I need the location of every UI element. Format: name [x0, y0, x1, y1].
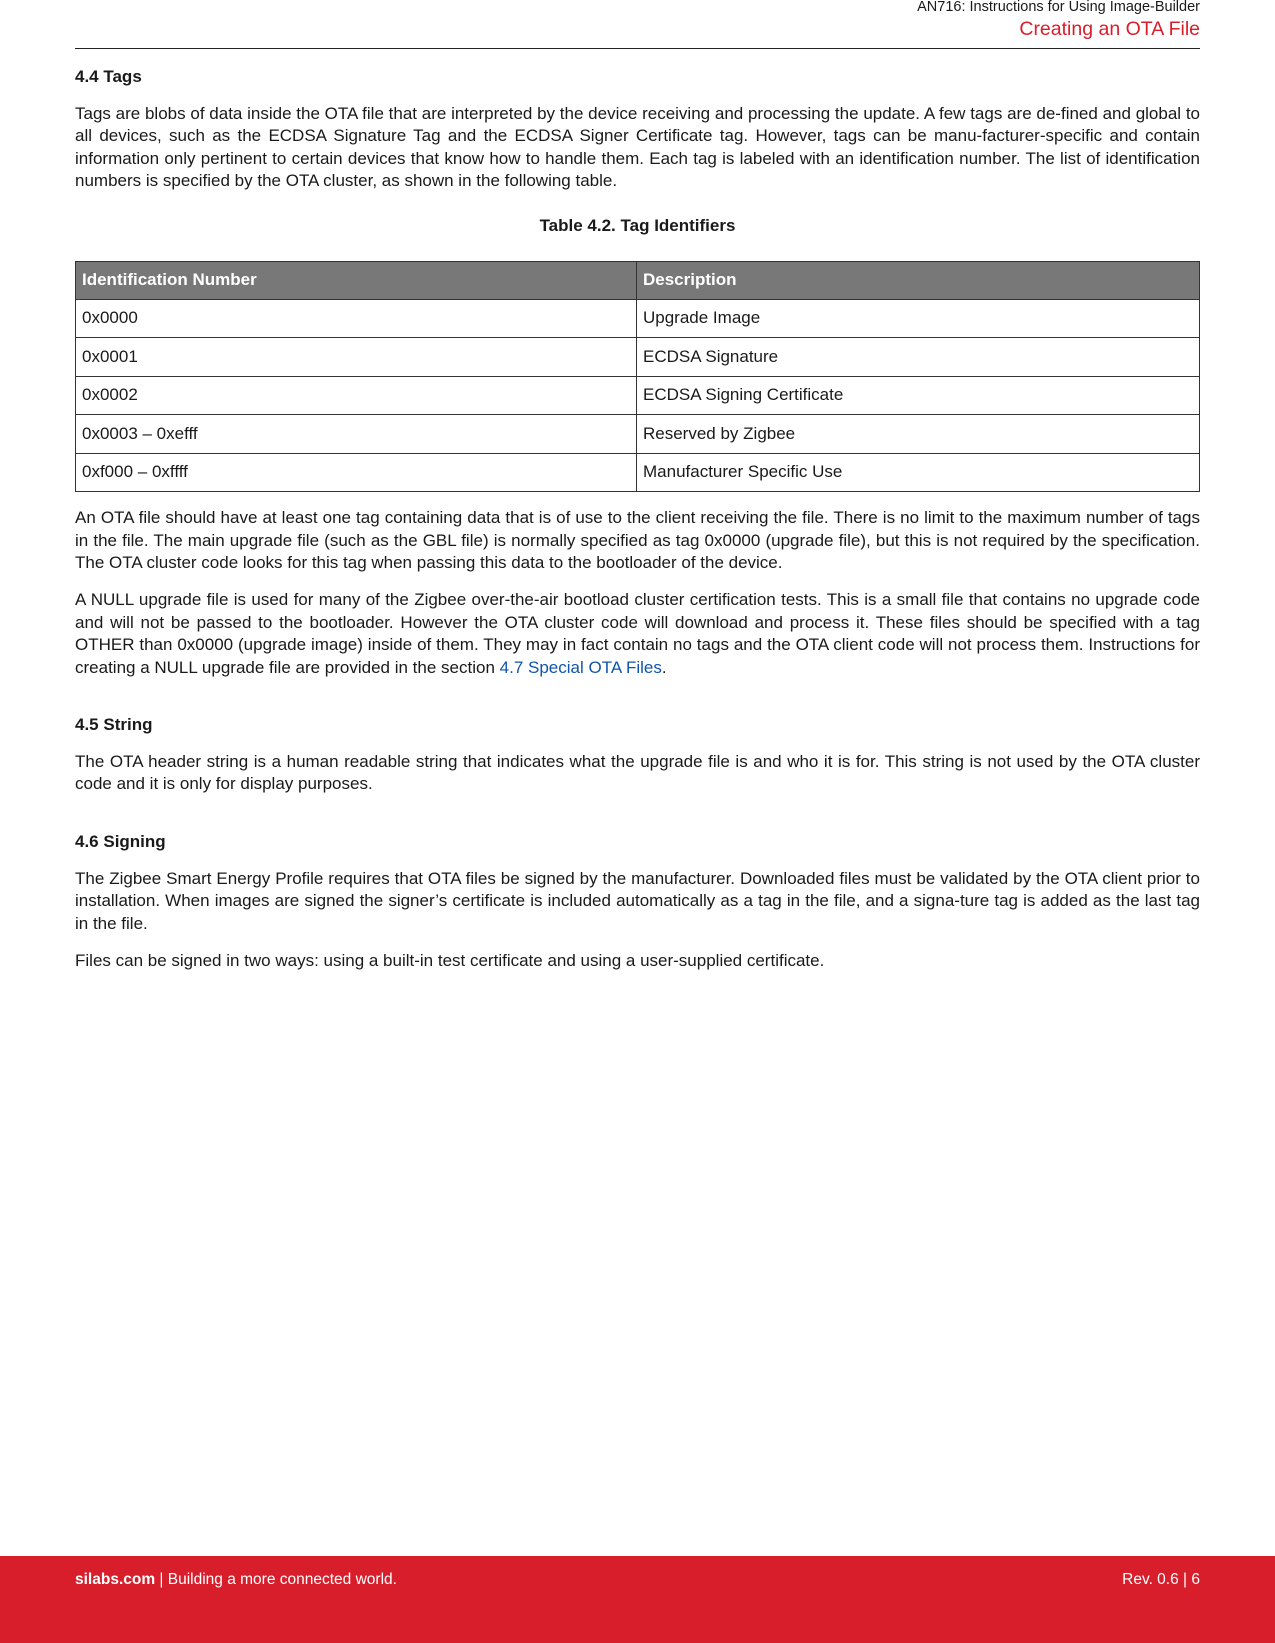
- tags-intro-paragraph: Tags are blobs of data inside the OTA file that are interpreted by the device receiving and processing the update. A few tags are de-fined and global to all devices, such as the ECDSA Signature Tag and the ECDSA Signer Certificate tag. However, tags can be manu-facturer-specific and contain information only pertinent to certain devices that know how to handle them. Each tag is labeled with an identification number. The list of identification numbers is specified by the OTA cluster, as shown in the following table.: [75, 104, 1200, 191]
- cell-description: Manufacturer Specific Use: [637, 453, 1200, 492]
- table-row: [76, 299, 1200, 338]
- header-description: Description: [637, 261, 1200, 299]
- cell-id: 0x0000: [76, 299, 637, 338]
- header-rule: [75, 48, 1200, 49]
- cell-id: 0x0003 – 0xefff: [76, 415, 637, 454]
- section-title: Creating an OTA File: [1019, 18, 1200, 40]
- cell-id: 0xf000 – 0xffff: [76, 453, 637, 492]
- page-content: [75, 66, 1200, 972]
- page-header: [917, 0, 1200, 42]
- signing-paragraph-2: Files can be signed in two ways: using a built-in test certificate and using a user-supplied certificate.: [75, 951, 825, 970]
- cell-description: Reserved by Zigbee: [637, 415, 1200, 454]
- tags-paragraph-2: An OTA file should have at least one tag containing data that is of use to the client receiving the file. There is no limit to the maximum number of tags in the file. The main upgrade file (such as the GBL file) is normally specified as tag 0x0000 (upgrade file), but this is not required by the specification. The OTA cluster code looks for this tag when passing this data to the bootloader of the device.: [75, 508, 1200, 572]
- cell-description: ECDSA Signature: [637, 338, 1200, 377]
- paragraph-text-end: .: [661, 657, 667, 677]
- table-caption: Table 4.2. Tag Identifiers: [539, 215, 736, 235]
- tag-identifiers-table: [75, 261, 1200, 493]
- page-footer: [0, 1556, 1275, 1643]
- footer-site-link[interactable]: silabs.com: [75, 1571, 156, 1588]
- string-paragraph: The OTA header string is a human readable string that indicates what the upgrade file is and who it is for. This string is not used by the OTA cluster code and it is only for display purposes.: [75, 751, 1200, 794]
- cell-description: Upgrade Image: [637, 299, 1200, 338]
- document-title: AN716: Instructions for Using Image-Builder: [917, 0, 1200, 15]
- footer-left: [75, 1571, 397, 1589]
- cell-description: ECDSA Signing Certificate: [637, 376, 1200, 415]
- table-header-row: [76, 261, 1200, 299]
- table-row: [76, 453, 1200, 492]
- cell-id: 0x0002: [76, 376, 637, 415]
- special-ota-files-link[interactable]: 4.7 Special OTA Files: [499, 657, 662, 677]
- cell-id: 0x0001: [76, 338, 637, 377]
- table-row: [76, 415, 1200, 454]
- heading-string: 4.5 String: [75, 714, 153, 734]
- footer-revision: Rev. 0.6 | 6: [1122, 1571, 1200, 1588]
- tags-paragraph-3: [75, 589, 1200, 679]
- paragraph-text: A NULL upgrade file is used for many of the Zigbee over-the-air bootload cluster certification tests. This is a small file that contains no upgrade code and will not be passed to the bootloader. However the OTA cluster code will download and process it. These files should be specified with a tag OTHER than 0x0000 (upgrade image) inside of them. They may in fact contain no tags and the OTA client code will not process them. Instructions for creating a NULL upgrade file are provided in the section: [75, 590, 1200, 677]
- heading-tags: 4.4 Tags: [75, 67, 142, 86]
- signing-paragraph-1: The Zigbee Smart Energy Profile requires that OTA files be signed by the manufacturer. Downloaded files must be validated by the OTA client prior to installation. When images are signed the signer’s certificate is included automatically as a tag in the file, and a signa-ture tag is added as the last tag in the file.: [75, 868, 1200, 933]
- header-identification-number: Identification Number: [76, 261, 637, 299]
- table-row: [76, 376, 1200, 415]
- table-row: [76, 338, 1200, 377]
- heading-signing: 4.6 Signing: [75, 831, 166, 851]
- footer-tagline: | Building a more connected world.: [155, 1571, 397, 1588]
